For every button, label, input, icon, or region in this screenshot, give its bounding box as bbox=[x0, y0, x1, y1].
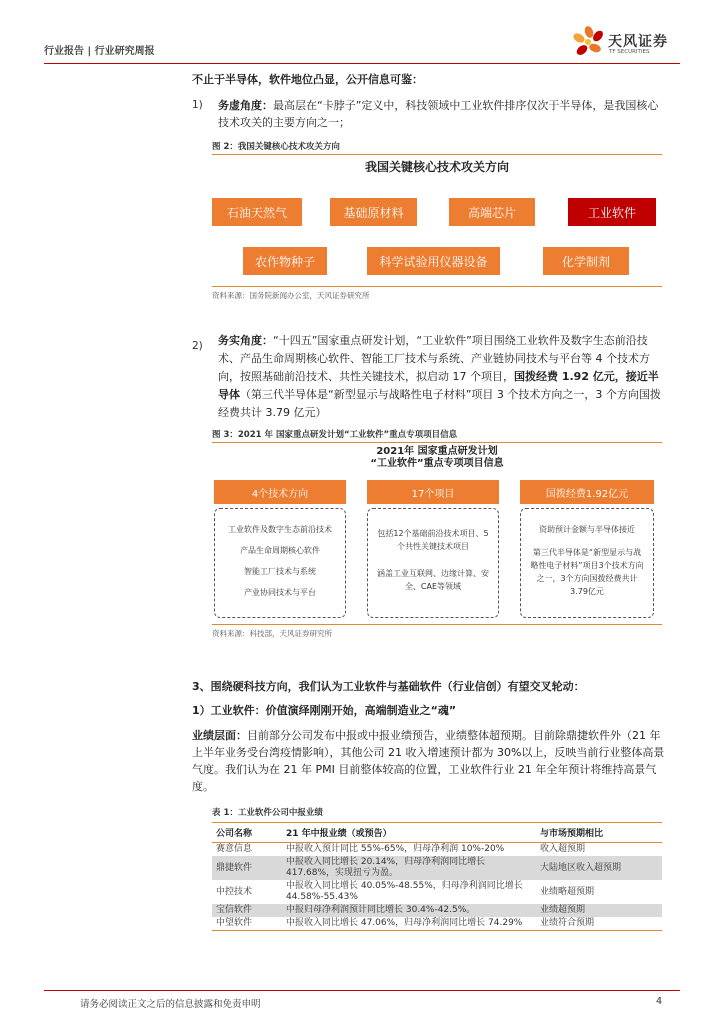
logo-name-en: TF SECURITIES bbox=[609, 49, 650, 55]
flower-icon bbox=[572, 25, 605, 57]
performance-text: 目前部分公司发布中报或中报业绩预告，业绩整体超预期。目前除鼎捷软件外（21 年上半年业务受台湾疫情影响），其他公司 21 收入增速预计都为 30%以上，反映当前行业整体高景气度。我们认为在 21 年 PMI 目前整体较高的位置，工业软件行业 21 年全年预计将维持高景气度。 bbox=[192, 729, 665, 793]
project-item: 包括12个基础前沿技术项目、5个共性关键技术项目 bbox=[377, 529, 489, 551]
item2-number: 2) bbox=[192, 340, 203, 352]
item2-text-a: “十四五”国家重点研发计划，“工业软件”项目围绕工业软件及数字生态前沿技术、产品生命周期核心软件、智能工厂技术与系统、产业链协同技术与平台等 4 个技术方向，按照基础前沿技术、共性关键技术，拟启动 17 个项目， bbox=[218, 334, 650, 383]
col-header-results: 21 年中报业绩（或预告） bbox=[282, 823, 536, 843]
tech-direction-item: 产业协同技术与平台 bbox=[244, 588, 316, 597]
report-breadcrumb: 行业报告 | 行业研究周报 bbox=[44, 46, 155, 57]
figure3-title-line1: 2021年 国家重点研发计划 bbox=[376, 446, 498, 457]
column-funding-head: 国拨经费1.92亿元 bbox=[520, 480, 654, 504]
page-number: 4 bbox=[656, 996, 663, 1007]
column-tech-directions-body bbox=[214, 508, 346, 618]
direction-chemical-reagents: 化学制剂 bbox=[543, 247, 629, 275]
figure2-caption: 图 2：我国关键核心技术攻关方向 bbox=[212, 140, 662, 155]
table1-caption: 表 1：工业软件公司中报业绩 bbox=[212, 808, 323, 818]
vs-expectation: 业绩符合预期 bbox=[536, 917, 662, 931]
interim-results: 中报收入预计同比 55%-65%，归母净利润 10%-20% bbox=[286, 844, 505, 854]
tech-direction-item: 工业软件及数字生态前沿技术 bbox=[228, 525, 332, 534]
tech-direction-item: 智能工厂技术与系统 bbox=[244, 567, 316, 576]
column-tech-directions-head: 4个技术方向 bbox=[214, 480, 346, 504]
funding-item: 资助预计金额与半导体接近 bbox=[539, 525, 635, 534]
company-name: 鼎捷软件 bbox=[212, 856, 282, 880]
footer-disclaimer: 请务必阅读正文之后的信息披露和免责申明 bbox=[80, 999, 261, 1010]
company-name: 赛意信息 bbox=[216, 844, 253, 854]
header-divider bbox=[44, 63, 680, 64]
item1-lead: 务虚角度： bbox=[218, 99, 273, 112]
direction-high-end-chips: 高端芯片 bbox=[449, 198, 535, 226]
vs-expectation: 收入超预期 bbox=[540, 844, 586, 854]
vs-expectation: 业绩略超预期 bbox=[540, 886, 595, 897]
item1-paragraph bbox=[218, 97, 668, 131]
section3-heading: 3、围绕硬科技方向，我们认为工业软件与基础软件（行业信创）有望交叉轮动： bbox=[192, 680, 585, 693]
company-name: 中望软件 bbox=[212, 917, 282, 931]
direction-crop-seeds: 农作物种子 bbox=[243, 247, 327, 275]
project-item: 涵盖工业互联网、边缘计算、安全、CAE等领域 bbox=[377, 569, 489, 591]
item2-paragraph bbox=[218, 332, 668, 422]
table-row bbox=[212, 880, 662, 904]
table-row bbox=[212, 843, 662, 857]
vs-expectation: 业绩超预期 bbox=[536, 904, 662, 917]
item2-bold-b: 国拨经费 1.92 亿元，接近半导体 bbox=[218, 370, 659, 401]
col-header-expectation: 与市场预期相比 bbox=[536, 823, 662, 843]
figure2-source: 资料来源：国务院新闻办公室，天风证券研究所 bbox=[212, 286, 662, 301]
item1-text: 最高层在“卡脖子”定义中，科技领域中工业软件排序仅次于半导体，是我国核心技术攻关的主要方向之一； bbox=[218, 99, 659, 129]
interim-results: 中报收入同比增长 20.14%，归母净利润同比增长 417.68%，实现扭亏为盈。 bbox=[282, 856, 536, 880]
table-row bbox=[212, 904, 662, 917]
direction-raw-materials: 基础原材料 bbox=[330, 198, 417, 226]
item1-number: 1) bbox=[192, 99, 203, 111]
col-header-company: 公司名称 bbox=[212, 823, 282, 843]
figure3-title bbox=[212, 446, 662, 470]
table-row bbox=[212, 856, 662, 880]
company-name: 宝信软件 bbox=[212, 904, 282, 917]
performance-table bbox=[212, 822, 662, 931]
column-projects-head: 17个项目 bbox=[367, 480, 499, 504]
performance-paragraph bbox=[192, 727, 668, 795]
subsection1-heading: 1）工业软件：价值演绎刚刚开始，高端制造业之“魂” bbox=[192, 704, 457, 717]
column-funding-body bbox=[520, 508, 654, 618]
footer-divider bbox=[44, 990, 680, 991]
direction-oil-gas: 石油天然气 bbox=[212, 198, 302, 226]
logo-name-cn: 天风证券 bbox=[608, 34, 668, 50]
figure3-caption: 图 3：2021 年 国家重点研发计划“工业软件”重点专项项目信息 bbox=[212, 428, 662, 443]
performance-lead: 业绩层面： bbox=[192, 729, 247, 742]
item2-text-c: （第三代半导体是“新型显示与战略性电子材料”项目 3 个技术方向之一，3 个方向国拨经费共计 3.79 亿元） bbox=[218, 388, 661, 419]
direction-industrial-software: 工业软件 bbox=[568, 198, 656, 226]
funding-item: 第三代半导体是“新型显示与战略性电子材料”项目3个技术方向之一，3个方向国拨经费共计3.79亿元 bbox=[530, 548, 644, 596]
tech-direction-item: 产品生命周期核心软件 bbox=[240, 546, 320, 555]
intro-heading: 不止于半导体，软件地位凸显，公开信息可鉴： bbox=[192, 73, 423, 86]
item2-lead: 务实角度： bbox=[218, 334, 273, 347]
figure3-source: 资料来源：科技部，天风证券研究所 bbox=[212, 624, 662, 639]
column-projects-body bbox=[367, 508, 499, 618]
interim-results: 中报收入同比增长 40.05%-48.55%，归母净利润同比增长 44.58%-55.43% bbox=[286, 881, 523, 902]
direction-lab-instruments: 科学试验用仪器设备 bbox=[367, 247, 500, 275]
figure3-title-line2: “工业软件”重点专项项目信息 bbox=[370, 458, 504, 469]
figure2-title: 我国关键核心技术攻关方向 bbox=[364, 160, 509, 174]
interim-results: 中报归母净利润预计同比增长 30.4%-42.5%。 bbox=[282, 904, 536, 917]
interim-results: 中报收入同比增长 47.06%，归母净利润同比增长 74.29% bbox=[282, 917, 536, 931]
table-row bbox=[212, 917, 662, 931]
vs-expectation: 大陆地区收入超预期 bbox=[536, 856, 662, 880]
company-name: 中控技术 bbox=[216, 886, 253, 897]
